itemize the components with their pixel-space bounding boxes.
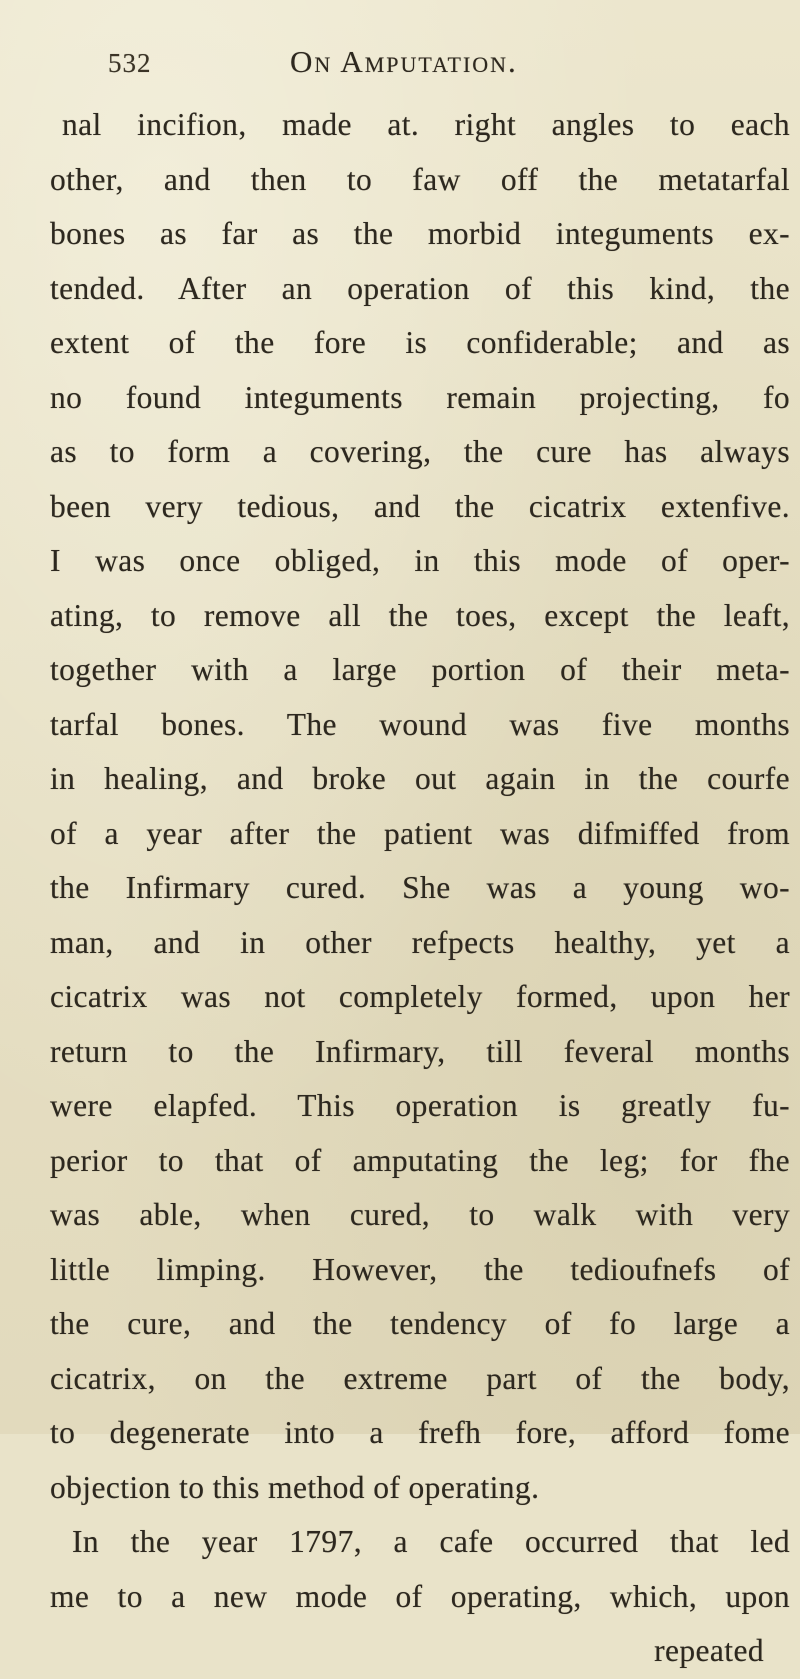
text-line: I was once obliged, in this mode of oper-: [50, 543, 790, 578]
text-line: the cure, and the tendency of fo large a: [50, 1306, 790, 1341]
text-line: no found integuments remain projecting, fo: [50, 379, 790, 415]
catchword: repeated: [654, 1633, 764, 1668]
text-line: other, and then to faw off the metatarfal: [50, 161, 790, 197]
text-line: of a year after the patient was difmiffed from: [50, 815, 790, 851]
text-line: me to a new mode of operating, which, upon: [50, 1578, 790, 1614]
text-line: as to form a covering, the cure has always: [50, 434, 790, 469]
text-line: tended. After an operation of this kind, the: [50, 270, 790, 306]
text-line: return to the Infirmary, till feveral months: [50, 1033, 790, 1069]
text-line: nal incifion, made at. right angles to each: [62, 107, 790, 142]
text-line: in healing, and broke out again in the courfe: [50, 761, 790, 796]
text-line: objection to this method of operating.: [50, 1469, 540, 1505]
text-line: together with a large portion of their meta-: [50, 652, 790, 687]
text-line: man, and in other refpects healthy, yet a: [50, 924, 790, 960]
text-line: cicatrix, on the extreme part of the body,: [50, 1360, 790, 1396]
page-number: 532: [108, 48, 152, 78]
text-line: been very tedious, and the cicatrix extenfive.: [50, 488, 790, 524]
text-line: extent of the fore is confiderable; and as: [50, 325, 790, 360]
text-line: In the year 1797, a cafe occurred that led: [72, 1524, 790, 1559]
text-line: little limping. However, the tedioufnefs of: [50, 1251, 790, 1287]
text-line: ating, to remove all the toes, except the leaft,: [50, 597, 790, 633]
text-line: cicatrix was not completely formed, upon her: [50, 979, 790, 1014]
body-text: [50, 98, 790, 1679]
text-line: tarfal bones. The wound was five months: [50, 706, 790, 742]
text-line: bones as far as the morbid integuments ex-: [50, 216, 790, 251]
page-header: [108, 38, 760, 88]
running-head: On Amputation.: [290, 44, 518, 79]
text-line: were elapfed. This operation is greatly fu-: [50, 1088, 790, 1123]
text-line: perior to that of amputating the leg; for fhe: [50, 1142, 790, 1178]
text-line: to degenerate into a frefh fore, afford fome: [50, 1415, 790, 1450]
text-line: was able, when cured, to walk with very: [50, 1197, 790, 1232]
text-line: the Infirmary cured. She was a young wo-: [50, 870, 790, 905]
